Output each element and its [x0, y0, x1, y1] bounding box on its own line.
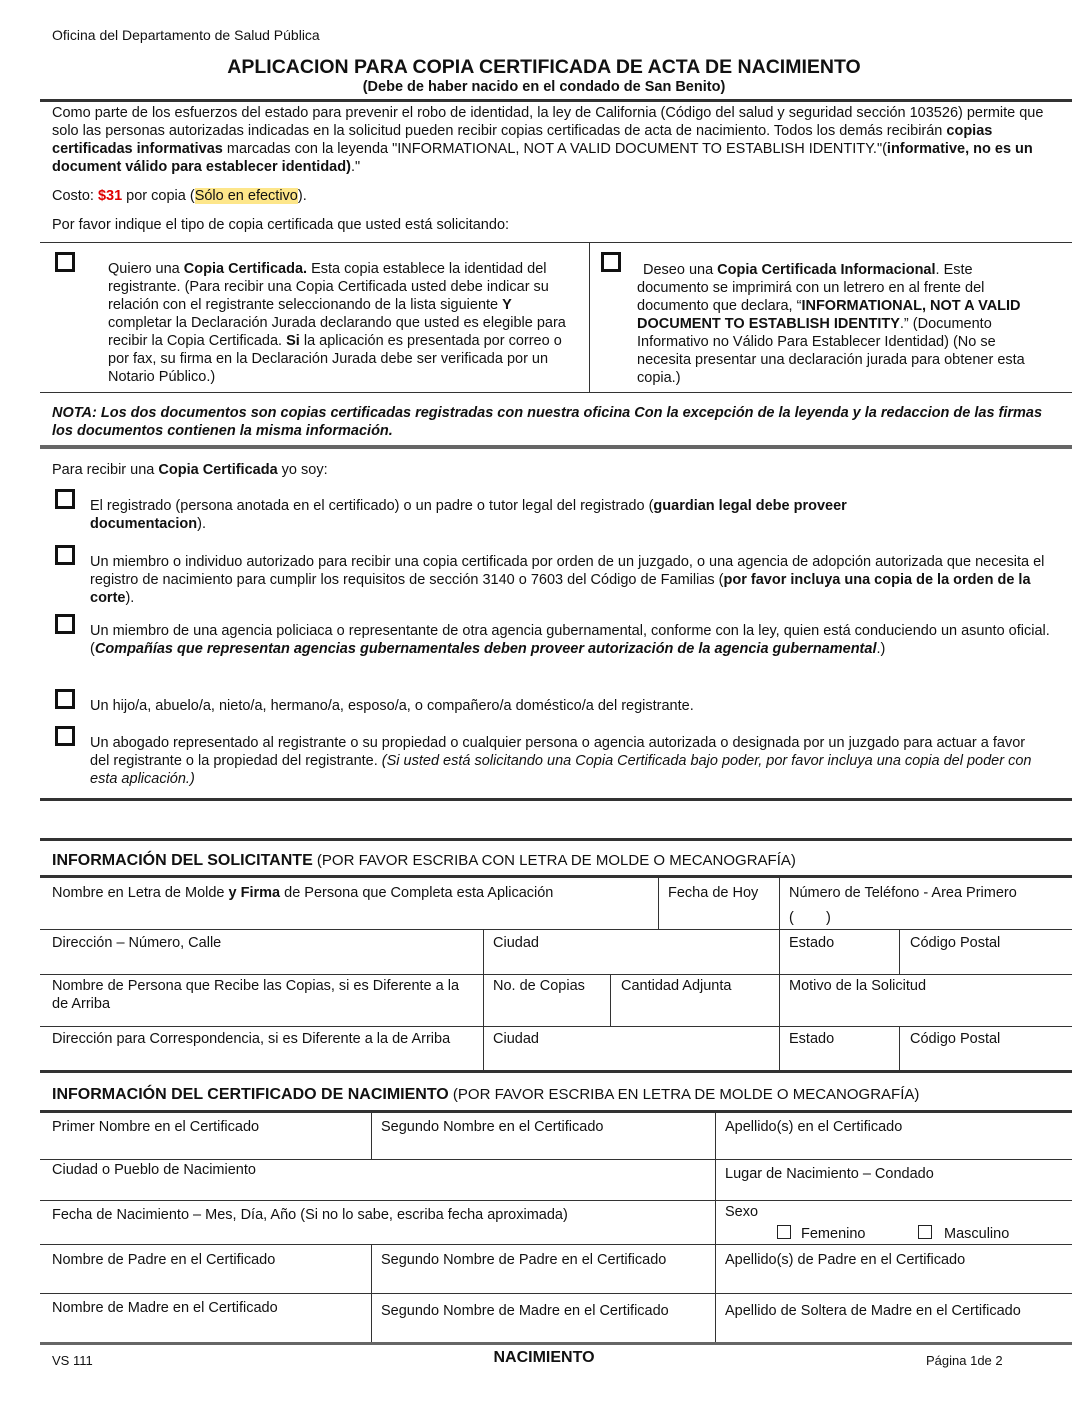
eligibility-court-checkbox[interactable] [55, 545, 75, 565]
cost-line: Costo: $31 por copia (Sólo en efectivo). [52, 188, 307, 204]
state-label: Estado [789, 935, 835, 951]
birth-county-label: Lugar de Nacimiento – Condado [725, 1166, 934, 1182]
zip-label: Código Postal [910, 935, 1001, 951]
eligibility-option-registrant: El registrado (persona anotada en el certificado) o un padre o tutor legal del registrado (guardian legal debe proveer documentacion). [90, 498, 847, 532]
header-divider [40, 99, 1072, 102]
cell-divider [371, 1112, 372, 1159]
eligibility-option-attorney: Un abogado representado al registrante o su propiedad o cualquier persona o agencia autorizada o designada por un juzgado para actuar a favor del registrante o la propiedad del registrante. (Si usted está solicitando una Copia Certificada bajo poder, por favor incluya una copia del poder con esta aplicación.) [90, 735, 1032, 787]
copy-type-bottom-border [40, 392, 1072, 393]
office-name: Oficina del Departamento de Salud Pública [52, 27, 320, 43]
cell-divider [715, 1112, 716, 1342]
row-divider [40, 929, 1072, 930]
row-divider [40, 1244, 1072, 1245]
form-id: VS 111 [52, 1353, 93, 1368]
mother-middle-label: Segundo Nombre de Madre en el Certificado [381, 1303, 669, 1319]
recipient-label: Nombre de Persona que Recibe las Copias, si es Diferente a la de Arriba [52, 978, 460, 1012]
informational-copy-option: Deseo una Copia Certificada Informacional. Este documento se imprimirá con un letrero en al frente del documento que declara, “INFORMATIONAL, NOT A VALID DOCUMENT TO ESTABLISH IDENTITY.” (Documento Informativo no Válido Para Establecer Identidad) (No se necesita presentar una declaración jurada para obtener esta copia.) [637, 262, 1025, 386]
zip2-label: Código Postal [910, 1031, 1001, 1047]
cell-divider [658, 877, 659, 929]
eligibility-prompt: Para recibir una Copia Certificada yo soy: [52, 462, 328, 478]
num-copies-label: No. de Copias [493, 978, 585, 994]
first-name-label: Primer Nombre en el Certificado [52, 1119, 260, 1135]
row-divider [40, 1026, 1072, 1027]
eligibility-attorney-checkbox[interactable] [55, 726, 75, 746]
row-divider [40, 1293, 1072, 1294]
middle-name-label: Segundo Nombre en el Certificado [381, 1119, 604, 1135]
applicant-name-label: Nombre en Letra de Molde y Firma de Persona que Completa esta Aplicación [52, 885, 554, 901]
certified-copy-option: Quiero una Copia Certificada. Esta copia establece la identidad del registrante. (Para recibir una Copia Certificada usted debe indicar su relación con el registrante seleccionando de la lista siguiente Y completar la Declaración Jurada declarando que usted es elegible para recibir la Copia Certificada. Si la aplicación es presentada por correo o por fax, su firma en la Declaración Jurada debe ser verificada por un Notario Público.) [108, 261, 566, 385]
cell-divider [610, 974, 611, 1026]
father-first-label: Nombre de Padre en el Certificado [52, 1252, 276, 1268]
today-date-label: Fecha de Hoy [668, 885, 759, 901]
amount-label: Cantidad Adjunta [621, 978, 732, 994]
male-label: Masculino [944, 1226, 1010, 1242]
certificate-heading: INFORMACIÓN DEL CERTIFICADO DE NACIMIENTO (POR FAVOR ESCRIBA EN LETRA DE MOLDE O MECANOGRAFÍA) [52, 1086, 920, 1103]
cost-amount: $31 [97, 188, 123, 204]
row-divider [40, 1200, 1072, 1201]
certificate-table-top [40, 1110, 1072, 1113]
cell-divider [779, 929, 780, 1070]
eligibility-divider [40, 798, 1072, 801]
phone-area-code[interactable]: ( ) [789, 910, 831, 926]
last-name-label: Apellido(s) en el Certificado [725, 1119, 903, 1135]
intro-paragraph: Como parte de los esfuerzos del estado para prevenir el robo de identidad, la ley de California (Código del salud y seguridad sección 103526) permite que solo las personas autorizadas indicadas en la solicitud pueden recibir copias certificadas de acta de nacimiento. Todos los demás recibirán copias certificadas informativas marcadas con la leyenda "INFORMATIONAL, NOT A VALID DOCUMENT TO ESTABLISH IDENTITY."(informative, no es un document válido para establecer identidad)." [52, 105, 1044, 175]
cell-divider [899, 1026, 900, 1070]
male-checkbox[interactable] [918, 1225, 932, 1239]
state2-label: Estado [789, 1031, 835, 1047]
mother-maiden-label: Apellido de Soltera de Madre en el Certificado [725, 1303, 1021, 1319]
birth-date-label: Fecha de Nacimiento – Mes, Día, Año (Si no lo sabe, escriba fecha aproximada) [52, 1207, 568, 1223]
city-label: Ciudad [493, 935, 539, 951]
row-divider [40, 1159, 1072, 1160]
row-divider [40, 974, 1072, 975]
birth-city-label: Ciudad o Pueblo de Nacimiento [52, 1162, 256, 1178]
copy-type-top-border [40, 242, 1072, 243]
mother-first-label: Nombre de Madre en el Certificado [52, 1300, 278, 1316]
reason-label: Motivo de la Solicitud [789, 978, 927, 994]
mail-address-label: Dirección para Correspondencia, si es Diferente a la de Arriba [52, 1031, 451, 1047]
informational-copy-checkbox[interactable] [601, 252, 621, 272]
eligibility-option-relative: Un hijo/a, abuelo/a, nieto/a, hermano/a, esposo/a, o compañero/a doméstico/a del registrante. [90, 698, 694, 714]
certificate-table-bottom [40, 1342, 1072, 1345]
note-divider [40, 445, 1072, 449]
eligibility-option-court: Un miembro o individuo autorizado para recibir una copia certificada por orden de un juzgado, o una agencia de adopción autorizada que necesita el registro de nacimiento para cumplir los requisitos de sección 3140 o 7603 del Código de Familias (por favor incluya una copia de la orden de la corte). [90, 554, 1045, 606]
address-label: Dirección – Número, Calle [52, 935, 222, 951]
eligibility-option-agency: Un miembro de una agencia policiaca o representante de otra agencia gubernamental, conforme con la ley, quien está conduciendo un asunto oficial. (Compañías que representan agencias gubernamentales deben proveer autorización de la agencia gubernamental.) [90, 623, 1050, 657]
cell-divider [483, 929, 484, 1070]
copy-type-divider [589, 242, 590, 392]
footer-center: NACIMIENTO [493, 1349, 595, 1366]
note: NOTA: Los dos documentos son copias certificadas registradas con nuestra oficina Con la excepción de la leyenda y la redaccion de las firmas los documentos contienen la misma información. [52, 405, 1043, 439]
cell-divider [899, 929, 900, 974]
form-subtitle: (Debe de haber nacido en el condado de San Benito) [362, 79, 726, 95]
father-last-label: Apellido(s) de Padre en el Certificado [725, 1252, 966, 1268]
sex-label: Sexo [725, 1204, 759, 1220]
applicant-top-divider [40, 838, 1072, 841]
female-checkbox[interactable] [777, 1225, 791, 1239]
phone-label: Número de Teléfono - Area Primero [789, 885, 1017, 901]
city2-label: Ciudad [493, 1031, 539, 1047]
cell-divider [779, 877, 780, 929]
female-label: Femenino [801, 1226, 866, 1242]
applicant-table-bottom [40, 1070, 1072, 1073]
applicant-heading: INFORMACIÓN DEL SOLICITANTE (POR FAVOR ESCRIBA CON LETRA DE MOLDE O MECANOGRAFÍA) [52, 852, 796, 869]
eligibility-agency-checkbox[interactable] [55, 614, 75, 634]
applicant-table-top [40, 875, 1072, 878]
eligibility-registrant-checkbox[interactable] [55, 489, 75, 509]
eligibility-relative-checkbox[interactable] [55, 689, 75, 709]
page-number: Página 1de 2 [926, 1353, 1003, 1368]
certified-copy-checkbox[interactable] [55, 252, 75, 272]
cash-only-highlight: Sólo en efectivo [194, 188, 298, 204]
form-title: APLICACION PARA COPIA CERTIFICADA DE ACTA DE NACIMIENTO [227, 56, 861, 78]
father-middle-label: Segundo Nombre de Padre en el Certificado [381, 1252, 667, 1268]
copy-type-prompt: Por favor indique el tipo de copia certificada que usted está solicitando: [52, 217, 510, 233]
